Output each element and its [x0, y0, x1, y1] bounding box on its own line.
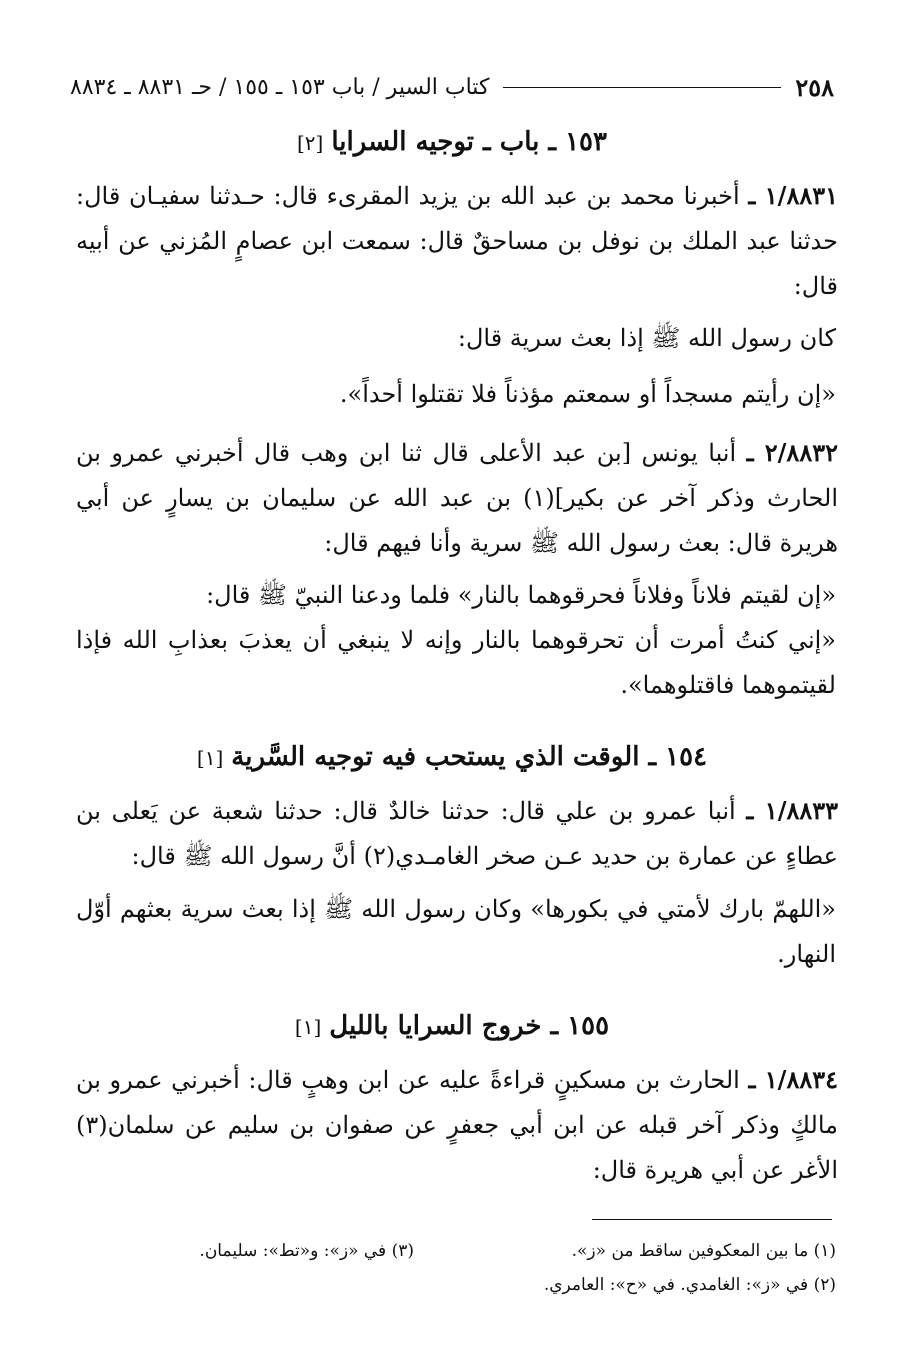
hadith-8834	[76, 1057, 838, 1193]
footnote-3: (٣) في «ز»: و«تط»: سليمان.	[199, 1241, 414, 1261]
hadith-8833	[76, 788, 838, 879]
chapter-heading-153	[70, 127, 834, 157]
hadith-text-line	[76, 316, 836, 361]
hadith-text: أنبا عمرو بن علي قال: حدثنا خالدٌ قال: حدثنا شعبة عن يَعلى بن عطاءٍ عن عمارة بن حديد عـن صخر الغامـدي(٢) أنَّ رسول الله ﷺ قال:	[76, 797, 838, 870]
hadith-quote	[76, 618, 836, 708]
chapter-heading-154	[70, 742, 834, 772]
hadith-number: ١/٨٨٣٣ ـ	[746, 796, 839, 825]
hadith-number: ١/٨٨٣٤ ـ	[748, 1065, 838, 1094]
hadith-8831	[76, 173, 838, 309]
hadith-text: الحارث بن مسكينٍ قراءةً عليه عن ابن وهبٍ قال: أخبرني عمرو بن مالكٍ وذكر آخر قبله عن ابن أبي جعفرٍ عن صفوان بن سليم عن سلمان(٣) الأغر عن أبي هريرة قال:	[76, 1066, 838, 1184]
footnote-rule	[592, 1219, 832, 1220]
hadith-text: أخبرنا محمد بن عبد الله بن يزيد المقرىء قال: حـدثنا سفيـان قال: حدثنا عبد الملك بن نوفل بن مساحقٌ قال: سمعت ابن عصامٍ المُزني عن أبيه قال:	[76, 182, 838, 300]
hadith-number: ٢/٨٨٣٢ ـ	[746, 438, 838, 467]
page-header	[70, 70, 834, 104]
running-title: كتاب السير / باب ١٥٣ ـ ١٥٥ / حـ ٨٨٣١ ـ ٨٨٣٤	[70, 74, 490, 100]
chapter-ref: [١]	[294, 1015, 322, 1039]
page-number: ٢٥٨	[795, 72, 834, 102]
hadith-text: «إن لقيتم فلاناً وفلاناً فحرقوهما بالنار» فلما ودعنا النبيّ ﷺ قال:	[206, 581, 836, 609]
hadith-text: «اللهمّ بارك لأمتي في بكورها» وكان رسول الله ﷺ إذا بعث سرية بعثهم أوّل النهار.	[76, 895, 836, 968]
chapter-ref: [١]	[196, 746, 224, 770]
footnote-1: (١) ما بين المعكوفين ساقط من «ز».	[571, 1241, 836, 1261]
hadith-text: كان رسول الله ﷺ إذا بعث سرية قال:	[457, 324, 836, 352]
hadith-quote	[76, 573, 836, 618]
hadith-text: «إن رأيتم مسجداً أو سمعتم مؤذناً فلا تقتلوا أحداً».	[339, 380, 836, 408]
chapter-title: ١٥٣ ـ باب ـ توجيه السرايا	[331, 127, 607, 157]
header-rule	[503, 87, 781, 88]
hadith-text: أنبا يونس [بن عبد الأعلى قال ثنا ابن وهب قال أخبرني عمرو بن الحارث وذكر آخر عن بكير](١) بن عبد الله عن سليمان بن يسارٍ عن أبي هريرة قال: بعث رسول الله ﷺ سرية وأنا فيهم قال:	[76, 439, 838, 557]
hadith-quote	[76, 372, 836, 417]
chapter-title: ١٥٤ ـ الوقت الذي يستحب فيه توجيه السَّرية	[231, 742, 708, 772]
hadith-text: «إني كنتُ أمرت أن تحرقوهما بالنار وإنه لا ينبغي أن يعذبَ بعذابِ الله فإذا لقيتموهما فاقتلوهما».	[76, 626, 836, 699]
hadith-number: ١/٨٨٣١ ـ	[748, 181, 838, 210]
chapter-ref: [٢]	[296, 131, 324, 155]
hadith-quote	[76, 887, 836, 977]
hadith-8832	[76, 430, 838, 566]
chapter-title: ١٥٥ ـ خروج السرايا بالليل	[329, 1011, 610, 1041]
footnote-2: (٢) في «ز»: الغامدي. في «ح»: العامري.	[543, 1275, 836, 1295]
chapter-heading-155	[70, 1011, 834, 1041]
